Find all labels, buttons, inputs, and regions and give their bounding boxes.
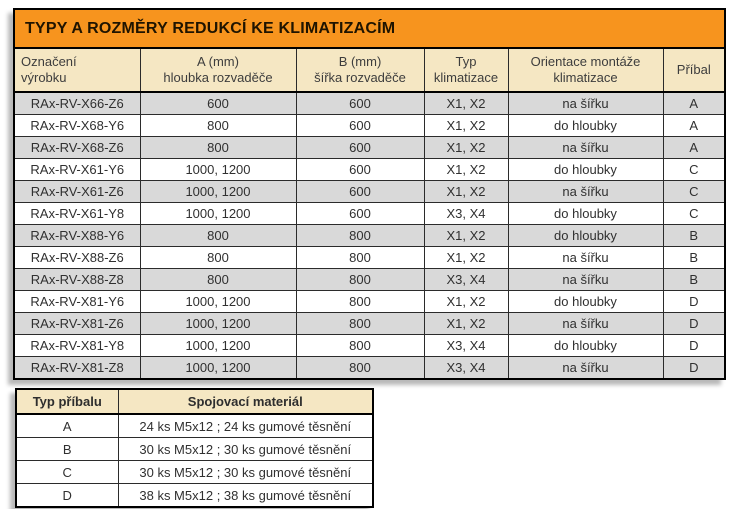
cell: 800 [296, 357, 424, 380]
cell: 600 [296, 203, 424, 225]
accessory-table-body [16, 414, 373, 507]
table-row [14, 137, 725, 159]
cell: X1, X2 [424, 225, 508, 247]
cell: RAx-RV-X88-Z8 [14, 269, 140, 291]
cell: RAx-RV-X61-Y8 [14, 203, 140, 225]
cell: 1000, 1200 [140, 357, 296, 380]
header-line: šířka rozvaděče [314, 70, 406, 85]
cell: X1, X2 [424, 181, 508, 203]
cell: 800 [140, 137, 296, 159]
cell: na šířku [508, 247, 663, 269]
table-row [14, 115, 725, 137]
cell: D [663, 357, 725, 380]
header-line: Příbal [676, 62, 711, 77]
cell: RAx-RV-X61-Y6 [14, 159, 140, 181]
cell: na šířku [508, 269, 663, 291]
cell: D [663, 313, 725, 335]
header-cell-3 [296, 48, 424, 92]
cell: X3, X4 [424, 357, 508, 380]
cell: C [16, 461, 118, 484]
header-cell-1 [14, 48, 140, 92]
cell: 1000, 1200 [140, 291, 296, 313]
table-row [14, 225, 725, 247]
cell: RAx-RV-X81-Y6 [14, 291, 140, 313]
cell: na šířku [508, 181, 663, 203]
accessory-header-cell-1: Typ příbalu [16, 389, 118, 414]
table-row [14, 92, 725, 115]
cell: 30 ks M5x12 ; 30 ks gumové těsnění [118, 461, 373, 484]
cell: RAx-RV-X68-Y6 [14, 115, 140, 137]
cell: B [16, 438, 118, 461]
header-line: B (mm) [338, 54, 382, 69]
cell: 800 [296, 335, 424, 357]
cell: X3, X4 [424, 203, 508, 225]
cell: D [663, 335, 725, 357]
cell: do hloubky [508, 291, 663, 313]
cell: 600 [296, 137, 424, 159]
header-line: A (mm) [197, 54, 239, 69]
header-row [14, 48, 725, 92]
cell: 800 [296, 291, 424, 313]
cell: 800 [140, 115, 296, 137]
cell: 800 [140, 225, 296, 247]
header-line: Označení [21, 54, 77, 69]
cell: 800 [140, 247, 296, 269]
cell: RAx-RV-X81-Z6 [14, 313, 140, 335]
cell: do hloubky [508, 203, 663, 225]
cell: 30 ks M5x12 ; 30 ks gumové těsnění [118, 438, 373, 461]
header-line: výrobku [21, 70, 67, 85]
header-line: Typ [455, 54, 477, 69]
cell: RAx-RV-X81-Z8 [14, 357, 140, 380]
cell: X1, X2 [424, 92, 508, 115]
cell: 800 [296, 269, 424, 291]
cell: RAx-RV-X88-Y6 [14, 225, 140, 247]
title-row [14, 9, 725, 48]
cell: X1, X2 [424, 313, 508, 335]
header-line: klimatizace [433, 70, 499, 85]
cell: B [663, 247, 725, 269]
accessory-header-cell-2: Spojovací materiál [118, 389, 373, 414]
reduction-types-table [13, 8, 726, 380]
header-line: hloubka rozvaděče [163, 70, 273, 85]
cell: A [663, 92, 725, 115]
cell: 600 [296, 92, 424, 115]
cell: 600 [296, 159, 424, 181]
header-line: klimatizace [553, 70, 618, 85]
cell: 600 [140, 92, 296, 115]
cell: C [663, 159, 725, 181]
cell: C [663, 181, 725, 203]
cell: 1000, 1200 [140, 159, 296, 181]
header-cell-4 [424, 48, 508, 92]
table-row [14, 335, 725, 357]
header-cell-5 [508, 48, 663, 92]
cell: RAx-RV-X61-Z6 [14, 181, 140, 203]
cell: na šířku [508, 357, 663, 380]
cell: D [16, 484, 118, 508]
cell: 1000, 1200 [140, 203, 296, 225]
cell: A [663, 137, 725, 159]
cell: RAx-RV-X68-Z6 [14, 137, 140, 159]
cell: RAx-RV-X66-Z6 [14, 92, 140, 115]
cell: 800 [296, 247, 424, 269]
cell: 1000, 1200 [140, 181, 296, 203]
cell: na šířku [508, 313, 663, 335]
cell: na šířku [508, 92, 663, 115]
cell: B [663, 225, 725, 247]
table-row [16, 461, 373, 484]
cell: 24 ks M5x12 ; 24 ks gumové těsnění [118, 414, 373, 438]
table-row [14, 247, 725, 269]
table-row [16, 438, 373, 461]
cell: X3, X4 [424, 335, 508, 357]
header-cell-6 [663, 48, 725, 92]
cell: do hloubky [508, 335, 663, 357]
cell: X1, X2 [424, 115, 508, 137]
cell: X1, X2 [424, 291, 508, 313]
cell: do hloubky [508, 225, 663, 247]
cell: 800 [296, 313, 424, 335]
cell: 800 [140, 269, 296, 291]
cell: A [663, 115, 725, 137]
table-row [14, 203, 725, 225]
cell: B [663, 269, 725, 291]
cell: 800 [296, 225, 424, 247]
table-row [14, 181, 725, 203]
table-row [14, 159, 725, 181]
table-title: TYPY A ROZMĚRY REDUKCÍ KE KLIMATIZACÍM [14, 9, 725, 48]
accessory-header-row [16, 389, 373, 414]
table-row [14, 357, 725, 380]
cell: X3, X4 [424, 269, 508, 291]
table-row [16, 414, 373, 438]
cell: 600 [296, 181, 424, 203]
cell: X1, X2 [424, 247, 508, 269]
cell: do hloubky [508, 115, 663, 137]
cell: 600 [296, 115, 424, 137]
table-row [14, 291, 725, 313]
table-row [14, 313, 725, 335]
table-row [14, 269, 725, 291]
cell: X1, X2 [424, 137, 508, 159]
table-row [16, 484, 373, 508]
cell: na šířku [508, 137, 663, 159]
table-body [14, 92, 725, 379]
cell: 38 ks M5x12 ; 38 ks gumové těsnění [118, 484, 373, 508]
cell: C [663, 203, 725, 225]
cell: D [663, 291, 725, 313]
cell: do hloubky [508, 159, 663, 181]
cell: 1000, 1200 [140, 335, 296, 357]
cell: 1000, 1200 [140, 313, 296, 335]
cell: RAx-RV-X88-Z6 [14, 247, 140, 269]
header-line: Orientace montáže [530, 54, 641, 69]
cell: RAx-RV-X81-Y8 [14, 335, 140, 357]
header-cell-2 [140, 48, 296, 92]
accessory-pack-table [15, 388, 374, 508]
cell: A [16, 414, 118, 438]
cell: X1, X2 [424, 159, 508, 181]
